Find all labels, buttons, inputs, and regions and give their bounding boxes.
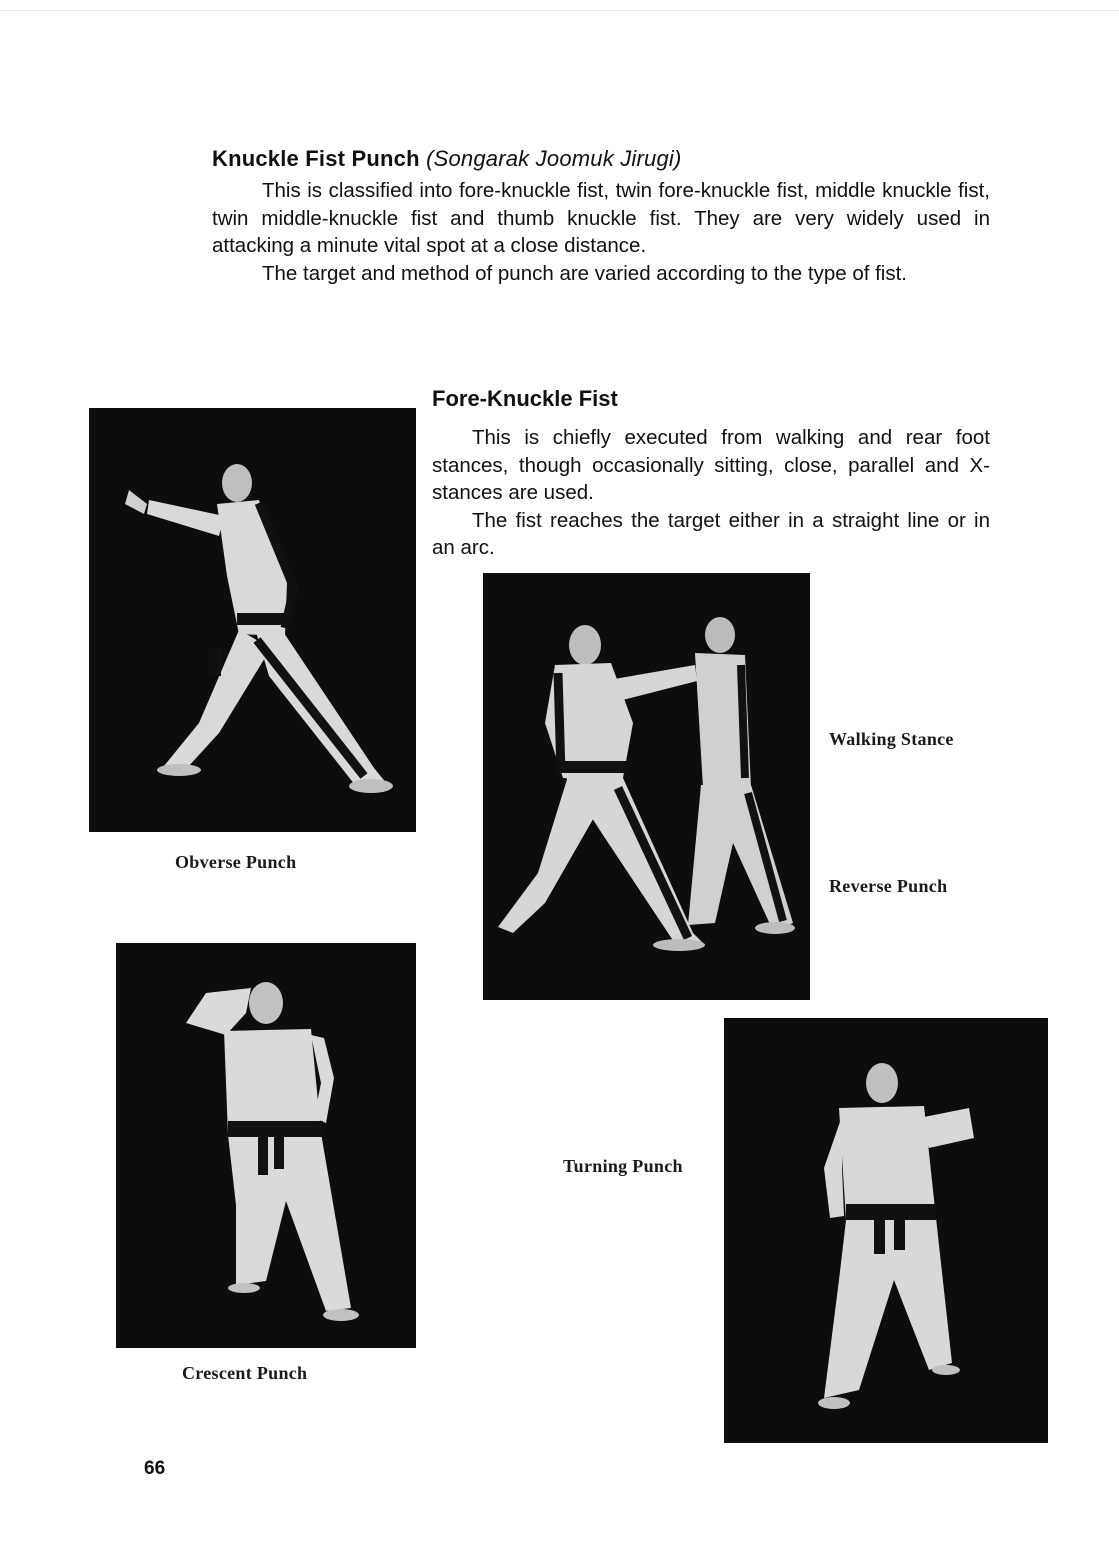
- walking-stance-reverse-punch-photo: [483, 573, 810, 1000]
- reverse-punch-figures: [483, 573, 810, 1000]
- caption-turning-punch: Turning Punch: [563, 1156, 683, 1176]
- intro-paragraph: The target and method of punch are varied according to the type of fist.: [262, 261, 907, 285]
- obverse-punch-photo: [89, 408, 416, 832]
- subsection-title: Fore-Knuckle Fist: [432, 386, 618, 411]
- turning-punch-figure: [724, 1018, 1048, 1443]
- intro-paragraph: This is classified into fore-knuckle fist, twin fore-knuckle fist, middle knuckle fist, twin middle-knuckle fist and thumb knuckle fist. They are very widely used in attacking a minute vital spot at a close distance.: [212, 179, 990, 257]
- section-title-main: Knuckle Fist Punch: [212, 146, 420, 171]
- obverse-punch-figure: [89, 408, 416, 832]
- subsection-paragraph: The fist reaches the target either in a straight line or in an arc.: [432, 508, 990, 559]
- crescent-punch-photo: [116, 943, 416, 1348]
- caption-reverse-punch: Reverse Punch: [829, 876, 948, 896]
- page-number: 66: [144, 1458, 166, 1479]
- subsection-paragraph: This is chiefly executed from walking and rear foot stances, though occasionally sitting, close, parallel and X-stances are used.: [432, 426, 990, 504]
- top-border-line: [0, 10, 1119, 11]
- crescent-punch-figure: [116, 943, 416, 1348]
- caption-walking-stance: Walking Stance: [829, 729, 954, 749]
- section-title: [212, 146, 682, 172]
- section-title-subtitle: (Songarak Joomuk Jirugi): [426, 146, 682, 171]
- section-intro: [212, 177, 990, 287]
- caption-obverse-punch: Obverse Punch: [175, 852, 297, 872]
- turning-punch-photo: [724, 1018, 1048, 1443]
- caption-crescent-punch: Crescent Punch: [182, 1363, 308, 1383]
- subsection-text: [432, 424, 990, 562]
